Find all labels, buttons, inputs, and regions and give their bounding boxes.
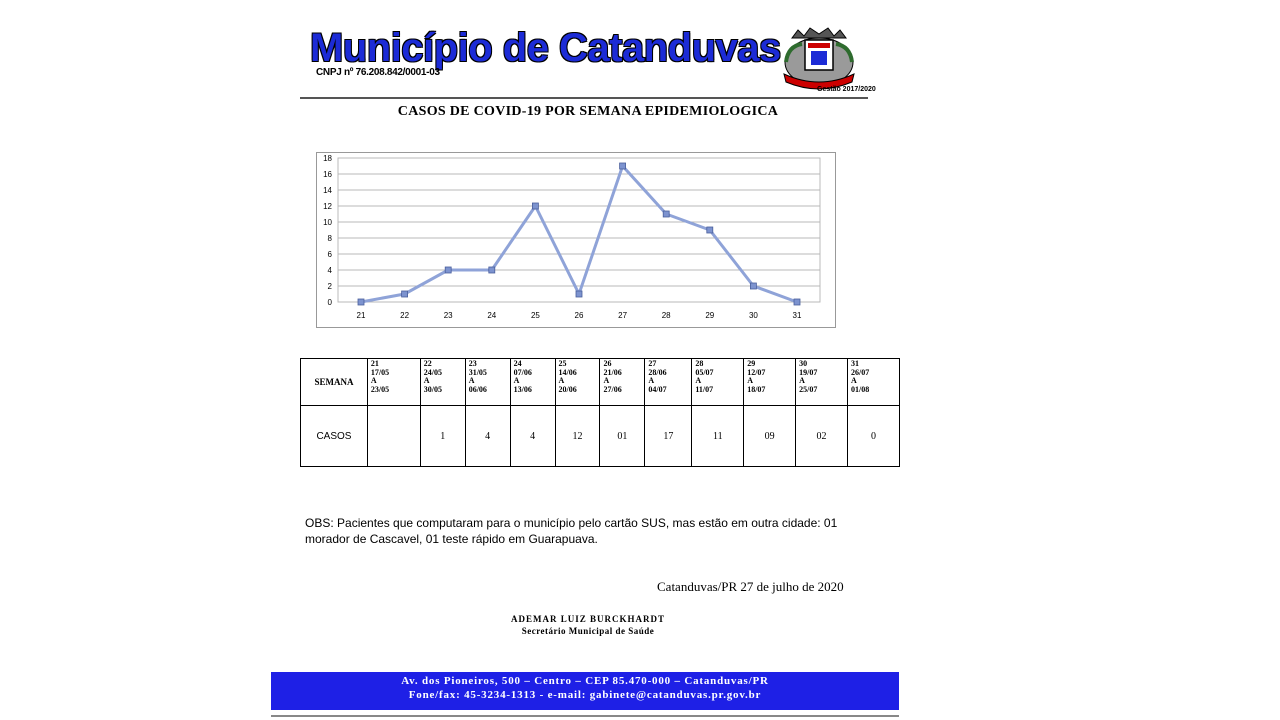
week-num: 29 (747, 359, 756, 368)
week-start: 12/07 (747, 367, 766, 377)
week-end: 18/07 (747, 384, 766, 394)
x-tick-label: 25 (530, 311, 540, 320)
week-cases-cell: 0 (847, 406, 899, 467)
semana-header-cell: SEMANA (301, 359, 368, 406)
x-tick-label: 26 (574, 311, 584, 320)
week-num: 24 (513, 359, 522, 368)
y-tick-label: 8 (327, 234, 332, 243)
x-tick-label: 31 (792, 311, 802, 320)
week-header-cell (796, 359, 848, 406)
week-start: 17/05 (370, 367, 390, 377)
week-cases-cell: 02 (796, 406, 848, 467)
week-num: 28 (695, 359, 704, 368)
week-start: 05/07 (695, 367, 714, 377)
place-and-date: Catanduvas/PR 27 de julho de 2020 (657, 579, 844, 594)
week-start: 28/06 (648, 367, 667, 377)
week-num: 27 (648, 359, 657, 368)
x-tick-label: 28 (661, 311, 671, 320)
data-point (358, 299, 364, 305)
y-tick-label: 14 (323, 186, 332, 195)
table-row-semana (301, 359, 900, 406)
data-point (532, 203, 538, 209)
y-tick-label: 18 (323, 154, 332, 163)
week-cases-cell: 17 (645, 406, 692, 467)
week-end: 11/07 (695, 384, 714, 394)
week-header-cell (367, 359, 420, 406)
data-point (750, 283, 756, 289)
data-point (663, 211, 669, 217)
week-num: 21 (370, 359, 379, 368)
footer-address: Av. dos Pioneiros, 500 – Centro – CEP 85.470-000 – Catanduvas/PR (401, 675, 769, 687)
week-sep: A (799, 376, 805, 385)
x-tick-label: 21 (356, 311, 366, 320)
y-tick-label: 12 (323, 202, 332, 211)
week-end: 27/06 (603, 384, 622, 394)
observation-note: OBS: Pacientes que computaram para o município pelo cartão SUS, mas estão em outra cidade: 01 morador de Cascavel, 01 teste rápido em Guarapuava. (305, 516, 838, 546)
y-tick-label: 6 (327, 250, 332, 259)
municipality-title: Município de Catanduvas (310, 26, 781, 70)
data-point (445, 267, 451, 273)
week-header-cell (600, 359, 645, 406)
y-tick-label: 10 (323, 218, 332, 227)
week-header-cell (645, 359, 692, 406)
footer-bar (271, 672, 899, 710)
week-end: 30/05 (423, 384, 443, 394)
document-title: CASOS DE COVID-19 POR SEMANA EPIDEMIOLOGICA (397, 104, 779, 119)
week-sep: A (648, 376, 655, 385)
cases-line-chart (316, 152, 836, 328)
week-header-cell (692, 359, 744, 406)
data-point (620, 163, 626, 169)
week-sep: A (468, 376, 475, 385)
data-point (794, 299, 800, 305)
document-page (270, 0, 900, 720)
gestao-label: Gestão 2017/2020 (817, 86, 876, 93)
y-tick-label: 4 (327, 266, 332, 275)
week-cases-cell: 4 (510, 406, 555, 467)
header-divider (300, 97, 868, 99)
week-sep: A (513, 376, 520, 385)
week-header-cell (510, 359, 555, 406)
table-row-casos (301, 406, 900, 467)
week-header-cell (465, 359, 510, 406)
week-end: 01/08 (850, 384, 870, 394)
footer-contact: Fone/fax: 45-3234-1313 - e-mail: gabinete@catanduvas.pr.gov.br (408, 689, 762, 701)
week-end: 20/06 (558, 384, 577, 394)
week-sep: A (747, 376, 753, 385)
week-cases-cell (367, 406, 420, 467)
week-sep: A (370, 376, 377, 385)
week-sep: A (603, 376, 610, 385)
week-start: 26/07 (850, 367, 870, 377)
week-num: 31 (850, 359, 859, 368)
data-point (576, 291, 582, 297)
week-header-cell (847, 359, 899, 406)
week-num: 23 (468, 359, 477, 368)
week-start: 21/06 (603, 367, 622, 377)
week-end: 25/07 (799, 384, 818, 394)
data-point (402, 291, 408, 297)
week-cases-cell: 1 (420, 406, 465, 467)
cases-table (300, 358, 900, 467)
week-num: 30 (799, 359, 808, 368)
week-cases-cell: 11 (692, 406, 744, 467)
week-sep: A (423, 376, 430, 385)
x-tick-label: 29 (705, 311, 715, 320)
signatory-role: Secretário Municipal de Saúde (521, 626, 655, 636)
week-num: 26 (603, 359, 612, 368)
week-start: 24/05 (423, 367, 443, 377)
week-end: 23/05 (370, 384, 390, 394)
data-point (707, 227, 713, 233)
signatory-name: ADEMAR LUIZ BURCKHARDT (510, 614, 665, 624)
week-end: 04/07 (648, 384, 667, 394)
week-header-cell (555, 359, 600, 406)
week-cases-cell: 01 (600, 406, 645, 467)
week-cases-cell: 12 (555, 406, 600, 467)
week-sep: A (558, 376, 565, 385)
week-cases-cell: 4 (465, 406, 510, 467)
y-tick-label: 16 (323, 170, 332, 179)
data-point (489, 267, 495, 273)
week-num: 25 (558, 359, 567, 368)
x-tick-label: 22 (400, 311, 410, 320)
x-tick-label: 30 (748, 311, 758, 320)
x-tick-label: 24 (487, 311, 497, 320)
footer-divider (271, 715, 899, 717)
week-start: 19/07 (799, 367, 818, 377)
y-tick-label: 2 (327, 282, 332, 291)
week-header-cell (744, 359, 796, 406)
week-header-cell (420, 359, 465, 406)
x-tick-label: 23 (443, 311, 453, 320)
week-end: 06/06 (468, 384, 487, 394)
week-start: 31/05 (468, 367, 487, 377)
week-end: 13/06 (513, 384, 532, 394)
week-start: 14/06 (558, 367, 577, 377)
x-tick-label: 27 (618, 311, 628, 320)
casos-header-cell: CASOS (301, 406, 368, 467)
cnpj-number: CNPJ nº 76.208.842/0001-03 (316, 67, 440, 78)
y-tick-label: 0 (327, 298, 332, 307)
week-cases-cell: 09 (744, 406, 796, 467)
week-sep: A (695, 376, 702, 385)
week-num: 22 (423, 359, 432, 368)
week-sep: A (850, 376, 857, 385)
week-start: 07/06 (513, 367, 532, 377)
